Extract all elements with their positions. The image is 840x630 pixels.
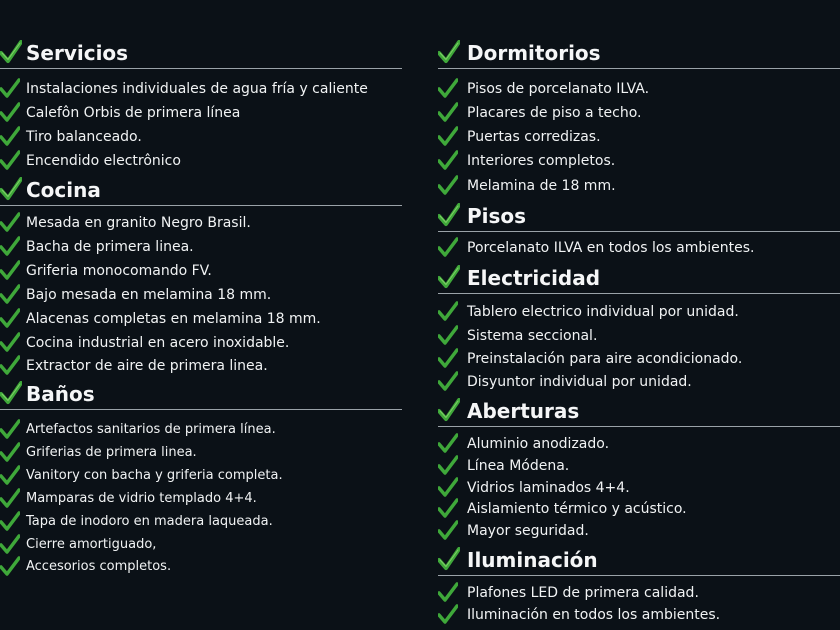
check-icon [0,212,20,232]
section-title-banos: Baños [26,382,95,406]
check-icon [0,40,22,64]
list-item-label: Tiro balanceado. [26,129,142,145]
list-item-label: Calefôn Orbis de primera línea [26,105,241,121]
list-item-label: Tablero electrico individual por unidad. [467,304,739,320]
list-item-label: Vanitory con bacha y griferia completa. [26,468,283,483]
check-icon [438,150,458,170]
list-item-label: Porcelanato ILVA en todos los ambientes. [467,240,755,256]
check-icon [0,177,22,201]
check-icon [0,381,22,405]
section-heading-aberturas [438,398,840,427]
list-item-label: Aluminio anodizado. [467,436,610,452]
section-heading-servicios [0,40,402,69]
section-heading-pisos [438,203,840,232]
check-icon [438,237,458,257]
list-item-label: Iluminación en todos los ambientes. [467,607,721,623]
check-icon [0,465,20,485]
list-item-label: Mayor seguridad. [467,523,589,539]
check-icon [0,511,20,531]
section-title-cocina: Cocina [26,178,101,202]
list-item-label: Plafones LED de primera calidad. [467,585,699,601]
check-icon [438,203,460,227]
list-item-label: Tapa de inodoro en madera laqueada. [26,514,273,529]
check-icon [438,455,458,475]
check-icon [438,348,458,368]
list-item-label: Accesorios completos. [26,559,172,574]
list-item-label: Sistema seccional. [467,328,598,344]
check-icon [438,78,458,98]
list-item-label: Extractor de aire de primera linea. [26,358,268,374]
check-icon [438,102,458,122]
list-item-label: Línea Módena. [467,458,570,474]
check-icon [438,175,458,195]
check-icon [0,332,20,352]
check-icon [0,78,20,98]
section-title-electricidad: Electricidad [467,266,601,290]
list-item-label: Pisos de porcelanato ILVA. [467,81,650,97]
list-item-label: Mamparas de vidrio templado 4+4. [26,491,257,506]
check-icon [438,604,458,624]
check-icon [0,308,20,328]
list-item-label: Artefactos sanitarios de primera línea. [26,422,276,437]
check-icon [0,236,20,256]
check-icon [0,260,20,280]
check-icon [0,126,20,146]
check-icon [438,398,460,422]
list-item-label: Mesada en granito Negro Brasil. [26,215,251,231]
list-item-label: Griferia monocomando FV. [26,263,212,279]
section-title-iluminacion: Iluminación [467,548,598,572]
check-icon [0,419,20,439]
check-icon [438,301,458,321]
list-item-label: Vidrios laminados 4+4. [467,480,630,496]
check-icon [438,498,458,518]
check-icon [0,102,20,122]
check-icon [438,547,460,571]
list-item-label: Preinstalación para aire acondicionado. [467,351,743,367]
section-title-aberturas: Aberturas [467,399,580,423]
list-item-label: Alacenas completas en melamina 18 mm. [26,311,321,327]
list-item-label: Griferias de primera linea. [26,445,197,460]
section-title-pisos: Pisos [467,204,527,228]
check-icon [0,150,20,170]
list-item-label: Interiores completos. [467,153,616,169]
check-icon [0,355,20,375]
check-icon [0,534,20,554]
section-title-dormitorios: Dormitorios [467,41,601,65]
list-item-label: Melamina de 18 mm. [467,178,616,194]
list-item-label: Disyuntor individual por unidad. [467,374,692,390]
list-item-label: Instalaciones individuales de agua fría y caliente [26,81,368,97]
check-icon [438,265,460,289]
section-heading-electricidad [438,265,840,294]
section-heading-banos [0,381,402,410]
check-icon [438,582,458,602]
check-icon [438,371,458,391]
list-item-label: Encendido electrônico [26,153,181,169]
check-icon [0,442,20,462]
list-item-label: Puertas corredizas. [467,129,601,145]
list-item-label: Bajo mesada en melamina 18 mm. [26,287,272,303]
list-item-label: Cierre amortiguado, [26,537,157,552]
section-heading-dormitorios [438,40,840,69]
check-icon [0,284,20,304]
section-heading-cocina [0,177,402,206]
list-item-label: Placares de piso a techo. [467,105,642,121]
list-item-label: Aislamiento térmico y acústico. [467,501,687,517]
check-icon [438,126,458,146]
check-icon [438,40,460,64]
list-item-label: Cocina industrial en acero inoxidable. [26,335,290,351]
check-icon [438,520,458,540]
section-heading-iluminacion [438,547,840,576]
check-icon [438,325,458,345]
check-icon [0,488,20,508]
section-title-servicios: Servicios [26,41,129,65]
list-item-label: Bacha de primera linea. [26,239,194,255]
check-icon [438,433,458,453]
check-icon [0,556,20,576]
check-icon [438,477,458,497]
